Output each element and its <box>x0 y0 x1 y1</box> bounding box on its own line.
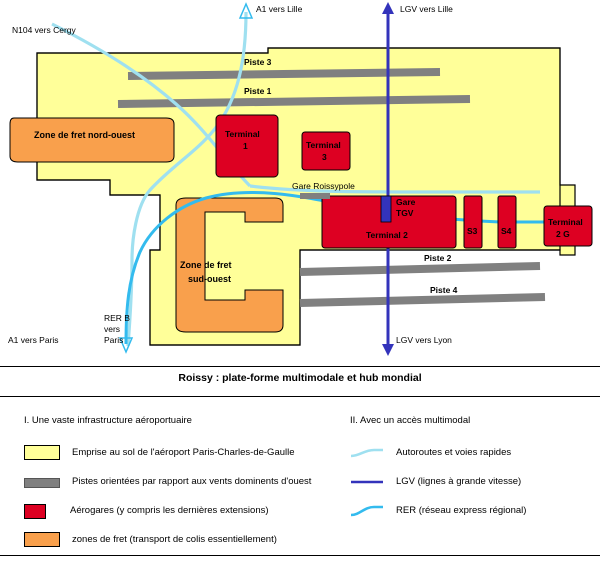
rer-line-icon <box>350 504 384 518</box>
runway-label-piste-3: Piste 3 <box>244 57 272 67</box>
route-label-rer-b-paris-line2: vers <box>104 324 121 334</box>
lgv-arrow-south <box>382 344 394 356</box>
route-label-rer-b-paris-line3: Paris <box>104 335 124 345</box>
divider-bottom <box>0 555 600 556</box>
legend-swatch-aerogares-wrap <box>24 504 58 518</box>
terminal-1-label-line1: Terminal <box>225 129 260 139</box>
legend-item-emprise <box>24 438 344 467</box>
legend-label-fret: zones de fret (transport de colis essentiellement) <box>72 534 277 545</box>
legend-swatch-aerogares <box>24 504 46 519</box>
legend-item-fret <box>24 525 344 554</box>
legend-item-autoroutes <box>350 438 590 467</box>
terminal-3-shape <box>302 132 350 170</box>
legend-title-1: I. Une vaste infrastructure aéroportuaire <box>24 415 192 426</box>
freight-zone-southwest-label-line2: sud-ouest <box>188 274 232 284</box>
legend-item-aerogares <box>24 496 344 525</box>
gare-roissypole-label: Gare Roissypole <box>292 181 355 191</box>
freight-zone-northwest-label: Zone de fret nord-ouest <box>34 130 135 140</box>
legend-title-2: II. Avec un accès multimodal <box>350 415 471 426</box>
terminal-2g-label-line2: 2 G <box>556 229 570 239</box>
legend-swatch-autoroutes <box>350 446 384 460</box>
satellite-3-label: S3 <box>467 226 478 236</box>
gare-tgv-label-line2: TGV <box>396 208 414 218</box>
legend-swatch-pistes <box>24 478 60 488</box>
route-label-lgv-lille: LGV vers Lille <box>400 4 453 14</box>
freight-zone-southwest-label-line1: Zone de fret <box>180 260 232 270</box>
legend-label-aerogares: Aérogares (y compris les dernières extensions) <box>70 505 269 516</box>
legend-column-infrastructure <box>24 415 344 554</box>
route-label-rer-b-paris-line1: RER B <box>104 313 130 323</box>
satellite-4-label: S4 <box>501 226 512 236</box>
runway-label-piste-1: Piste 1 <box>244 86 272 96</box>
route-label-a1-lille: A1 vers Lille <box>256 4 303 14</box>
route-label-a1-paris: A1 vers Paris <box>8 335 59 345</box>
route-label-lgv-lyon: LGV vers Lyon <box>396 335 452 345</box>
legend <box>0 397 600 568</box>
gare-tgv-marker <box>381 196 391 222</box>
terminal-1-label-line2: 1 <box>243 141 248 151</box>
legend-swatch-fret <box>24 532 60 547</box>
autoroute-line-icon <box>350 446 384 460</box>
runway-label-piste-4: Piste 4 <box>430 285 458 295</box>
runway-piste-3 <box>128 72 440 76</box>
legend-label-pistes: Pistes orientées par rapport aux vents dominents d'ouest <box>72 476 312 487</box>
divider-above-caption <box>0 366 600 367</box>
legend-label-emprise: Emprise au sol de l'aéroport Paris-Charles-de-Gaulle <box>72 447 295 458</box>
figure-caption: Roissy : plate-forme multimodale et hub mondial <box>178 372 422 384</box>
legend-swatch-rer <box>350 504 384 518</box>
legend-item-pistes <box>24 467 344 496</box>
legend-label-autoroutes: Autoroutes et voies rapides <box>396 447 512 458</box>
legend-column-multimodal <box>350 415 590 525</box>
terminal-2-label: Terminal 2 <box>366 230 408 240</box>
runway-piste-2 <box>300 266 540 272</box>
gare-tgv-label-line1: Gare <box>396 197 416 207</box>
legend-label-lgv: LGV (lignes à grande vitesse) <box>396 476 522 487</box>
legend-swatch-emprise <box>24 445 60 460</box>
lgv-arrow-north <box>382 2 394 14</box>
runway-label-piste-2: Piste 2 <box>424 253 452 263</box>
terminal-3-label-line2: 3 <box>322 152 327 162</box>
legend-item-rer <box>350 496 590 525</box>
runway-piste-4 <box>300 297 545 303</box>
route-label-n104-cergy: N104 vers Cergy <box>12 25 76 35</box>
legend-item-lgv <box>350 467 590 496</box>
terminal-2g-label-line1: Terminal <box>548 217 583 227</box>
satellite-4-shape <box>498 196 516 248</box>
legend-swatch-lgv <box>350 475 384 489</box>
terminal-3-label-line1: Terminal <box>306 140 341 150</box>
lgv-line-icon <box>350 475 384 489</box>
satellite-3-shape <box>464 196 482 248</box>
legend-label-rer: RER (réseau express régional) <box>396 505 527 516</box>
